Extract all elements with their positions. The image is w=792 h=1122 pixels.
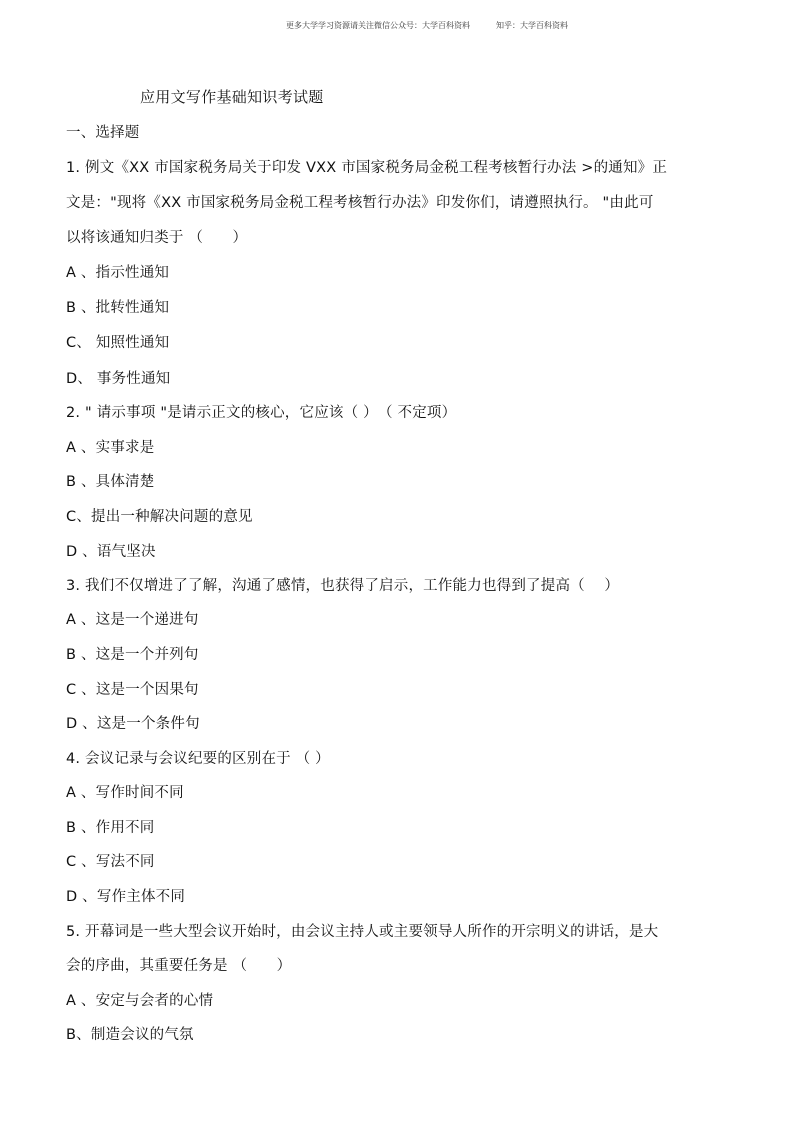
question-1-option-a: A 、指示性通知 bbox=[66, 265, 170, 281]
question-1-option-d: D、 事务性通知 bbox=[66, 371, 171, 387]
page-header bbox=[0, 20, 792, 34]
question-4-option-b: B 、作用不同 bbox=[66, 820, 155, 836]
question-2-option-c: C、提出一种解决问题的意见 bbox=[66, 509, 253, 525]
question-3-line-1: 3. 我们不仅增进了了解，沟通了感情，也获得了启示，工作能力也得到了提高（ ） bbox=[66, 578, 620, 594]
question-4-option-c: C 、写法不同 bbox=[66, 854, 155, 870]
question-5-line-1: 5. 开幕词是一些大型会议开始时，由会议主持人或主要领导人所作的开宗明义的讲话，是大 bbox=[66, 924, 659, 940]
header-wechat-note: 更多大学学习资源请关注微信公众号：大学百科资料 bbox=[286, 21, 470, 30]
question-1-line-2: 文是："现将《XX 市国家税务局金税工程考核暂行办法》印发你们，请遵照执行。 "由此可 bbox=[66, 195, 654, 211]
question-2-line-1: 2. " 请示事项 "是请示正文的核心，它应该（ ） （ 不定项） bbox=[66, 405, 457, 421]
section-heading: 一、选择题 bbox=[66, 125, 140, 141]
question-5-option-a: A 、安定与会者的心情 bbox=[66, 993, 214, 1009]
question-4-option-a: A 、写作时间不同 bbox=[66, 785, 184, 801]
question-3-option-d: D 、这是一个条件句 bbox=[66, 716, 200, 732]
question-1-option-c: C、 知照性通知 bbox=[66, 335, 170, 351]
question-1-option-b: B 、批转性通知 bbox=[66, 300, 170, 316]
question-4-option-d: D 、写作主体不同 bbox=[66, 889, 186, 905]
question-4-line-1: 4. 会议记录与会议纪要的区别在于 （ ） bbox=[66, 751, 330, 767]
question-1-line-1: 1. 例文《XX 市国家税务局关于印发 VXX 市国家税务局金税工程考核暂行办法 >的通知》正 bbox=[66, 160, 668, 176]
question-1-line-3: 以将该通知归类于 （ ） bbox=[66, 230, 248, 246]
question-5-option-b: B、制造会议的气氛 bbox=[66, 1027, 194, 1043]
header-zhihu-note: 知乎：大学百科资料 bbox=[496, 21, 568, 30]
document-title: 应用文写作基础知识考试题 bbox=[140, 88, 324, 106]
question-2-option-b: B 、具体清楚 bbox=[66, 474, 155, 490]
question-3-option-b: B 、这是一个并列句 bbox=[66, 647, 199, 663]
question-5-line-2: 会的序曲，其重要任务是 （ ） bbox=[66, 958, 292, 974]
question-2-option-a: A 、实事求是 bbox=[66, 440, 155, 456]
question-2-option-d: D 、语气坚决 bbox=[66, 544, 156, 560]
question-3-option-a: A 、这是一个递进句 bbox=[66, 612, 199, 628]
question-3-option-c: C 、这是一个因果句 bbox=[66, 682, 199, 698]
